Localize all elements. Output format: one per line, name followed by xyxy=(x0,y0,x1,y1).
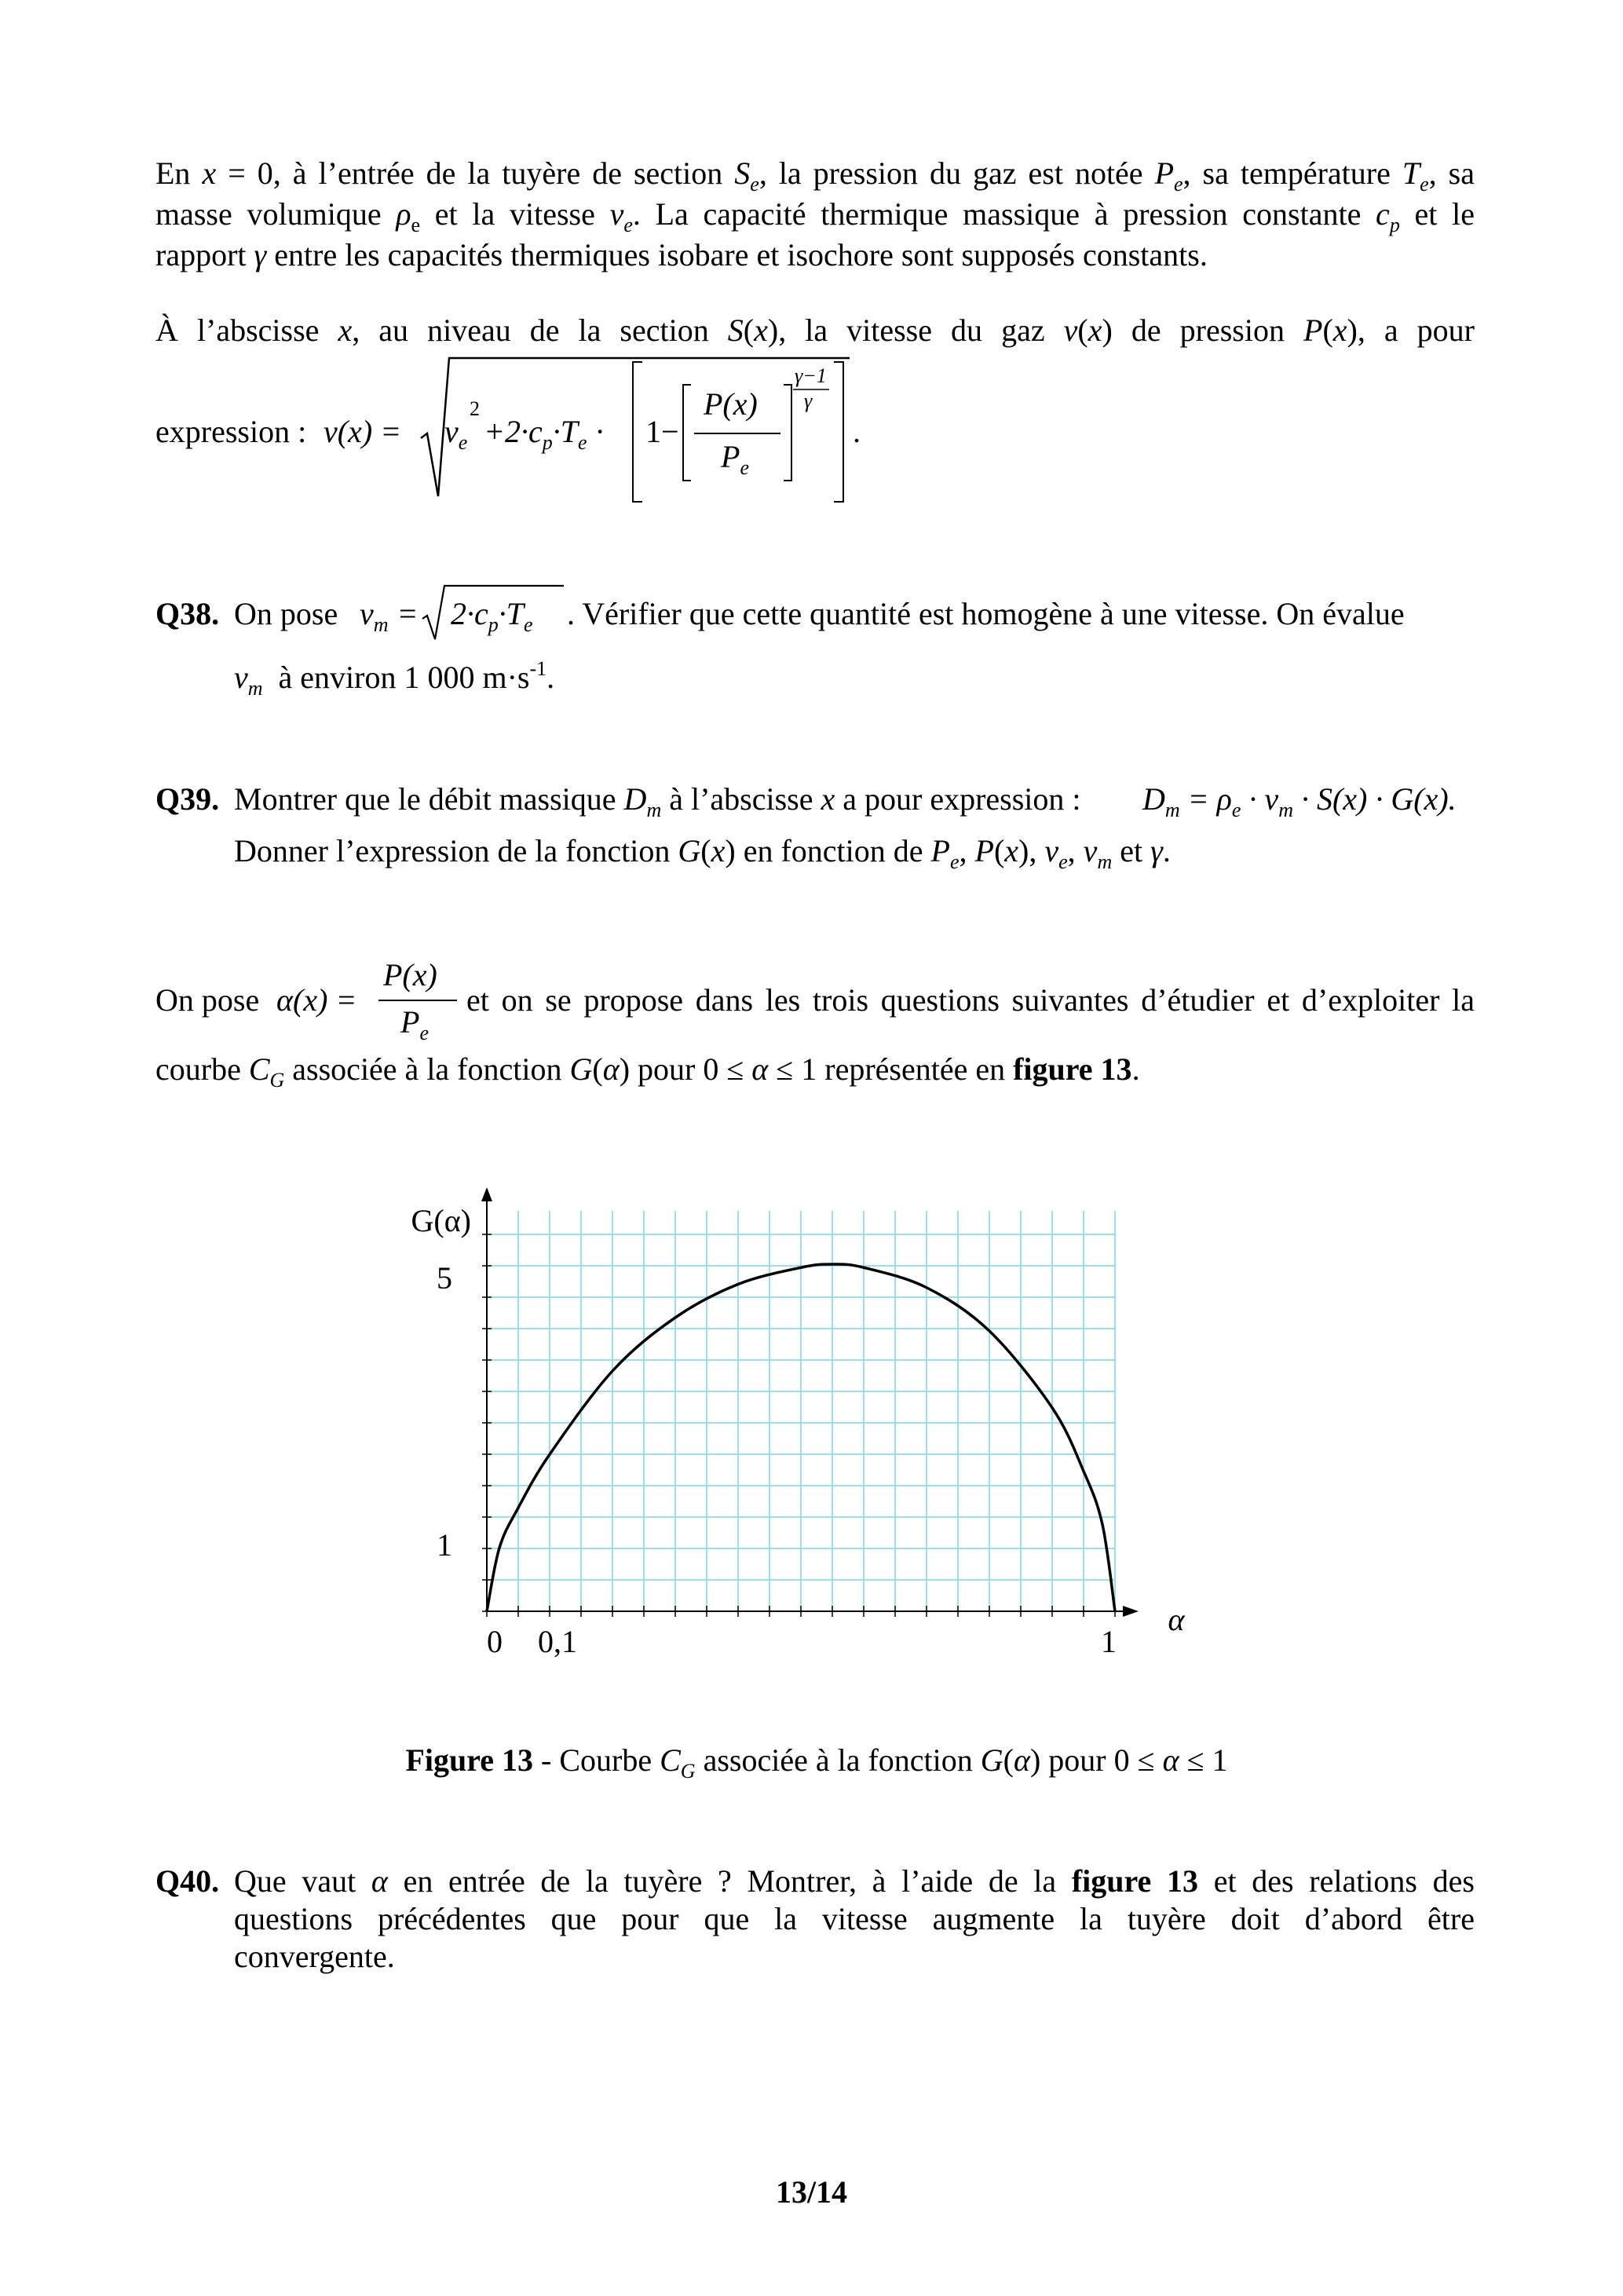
q40-number: Q40. xyxy=(155,1863,220,1899)
q39-line-2: Donner l’expression de la fonction G(x) en fonction de $P_e$, P(x), $v_e$, $v_m$ et γ. xyxy=(234,833,1171,873)
q38-text-start: On pose xyxy=(234,596,338,631)
q40-line-3: convergente. xyxy=(234,1939,395,1974)
fraction-denominator: $P_e$ xyxy=(721,439,749,479)
formula-square: 2 xyxy=(470,397,480,420)
q38-line-2: $v_m$ à environ 1 000 $m\cdot s^{-1}$. xyxy=(234,657,555,700)
exponent-numerator: γ−1 xyxy=(795,364,827,387)
formula-lhs: v(x) = xyxy=(324,414,402,449)
q39-number: Q39. xyxy=(155,781,220,817)
velocity-intro-line: À l’abscisse x, au niveau de la section S(x), la vitesse du gaz v(x) de pression P(x), a pour xyxy=(155,313,1475,348)
y-tick-label: 1 xyxy=(437,1527,452,1563)
x-tick-label: 0,1 xyxy=(538,1624,577,1659)
x-axis-label: α xyxy=(1168,1602,1185,1637)
intro-line-3: rapport γ entre les capacités thermiques isobare et isochore sont supposés constants. xyxy=(155,237,1208,272)
q39-formula: $D_m = \rho_e \cdot v_m \cdot S(x) \cdot G(x)$. xyxy=(1142,781,1457,821)
chart-axes xyxy=(481,1187,1139,1617)
figure-13-chart xyxy=(377,1186,1256,1688)
alpha-denominator: $P_e$ xyxy=(400,1004,429,1044)
q38-vm: $v_m$ xyxy=(360,596,389,636)
alpha-numerator: P(x) xyxy=(383,957,437,993)
x-axis-arrow xyxy=(1123,1606,1139,1617)
q38-text-mid: . Vérifier que cette quantité est homogène à une vitesse. On évalue xyxy=(567,596,1405,631)
alpha-line-2: courbe $C_G$ associée à la fonction G(α) pour 0 ≤ α ≤ 1 représentée en figure 13. xyxy=(155,1051,1140,1091)
expression-label: expression : xyxy=(155,414,307,449)
alpha-fraction-bar xyxy=(378,999,457,1002)
q40-line-2: questions précédentes que pour que la vitesse augmente la tuyère doit d’abord être xyxy=(234,1901,1475,1936)
q38-radicand: $2\cdot c_p\cdot T_e$ xyxy=(451,596,533,636)
exponent-denominator: γ xyxy=(804,389,813,412)
alpha-text-end: et on se propose dans les trois questions suivantes d’étudier et d’exploiter la xyxy=(466,982,1475,1018)
chart-labels xyxy=(411,1203,1186,1659)
page-number: 13/14 xyxy=(775,2174,848,2210)
chart-ticks xyxy=(482,1234,1115,1617)
intro-line-2: masse volumique $\rho_e$ et la vitesse $v_e$. La capacité thermique massique à pression constante $c_p$ et le xyxy=(155,196,1475,236)
y-axis-label: G(α) xyxy=(411,1203,471,1238)
formula-mid: $+2\cdot c_p\cdot T_e$ · xyxy=(484,414,605,454)
y-axis-arrow xyxy=(481,1187,492,1201)
q38-number: Q38. xyxy=(155,596,220,631)
alpha-text-start: On pose xyxy=(155,982,260,1018)
y-tick-label: 5 xyxy=(437,1260,452,1296)
q40-line-1: Que vaut α en entrée de la tuyère ? Montrer, à l’aide de la figure 13 et des relations des xyxy=(234,1863,1475,1899)
x-tick-label: 0 xyxy=(487,1624,503,1659)
intro-line-1: En x = 0, à l’entrée de la tuyère de section $S_e$, la pression du gaz est notée $P_e$, sa température $T_e$, sa xyxy=(155,155,1475,196)
alpha-lhs: α(x) = xyxy=(276,982,357,1018)
formula-end: . xyxy=(853,414,861,449)
x-tick-label: 1 xyxy=(1101,1624,1117,1659)
formula-ve: $v_e$ xyxy=(444,414,468,454)
q39-line-1: Montrer que le débit massique $D_m$ à l’abscisse x a pour expression : xyxy=(234,781,1081,821)
figure-caption: Figure 13 - Courbe $C_G$ associée à la fonction G(α) pour 0 ≤ α ≤ 1 xyxy=(405,1742,1228,1782)
fraction-numerator: P(x) xyxy=(704,386,758,422)
formula-one-minus: 1− xyxy=(645,414,679,449)
q38-equals: = xyxy=(399,596,417,631)
